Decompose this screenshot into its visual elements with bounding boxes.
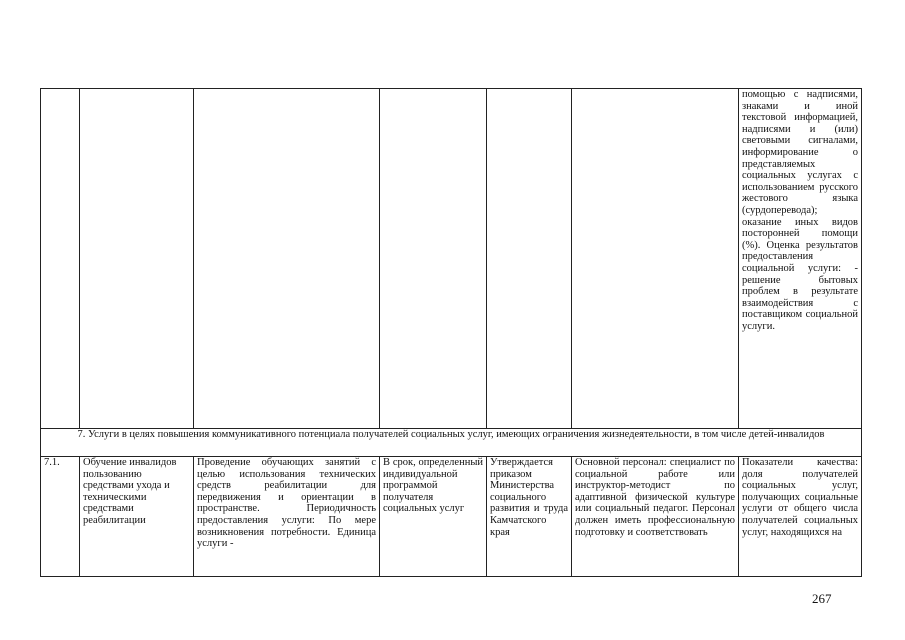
table-cell (194, 89, 380, 429)
table-cell (487, 89, 572, 429)
service-term: В срок, определенный индивидуальной программой получателя социальных услуг (380, 457, 487, 577)
section-header: 7. Услуги в целях повышения коммуникативного потенциала получателей социальных услуг, имеющих ограничения жизнедеятельности, в том числе детей-инвалидов (41, 429, 862, 457)
service-description: Проведение обучающих занятий с целью использования технических средств реабилитации для передвижения и ориентации в пространстве. Периодичность предоставления услуги: По мере возникновения потребности. Единица услуги - (194, 457, 380, 577)
table-cell (572, 89, 739, 429)
quality-indicators-cell: помощью с надписями, знаками и иной текстовой информацией, надписями и (или) световыми сигналами, информирование о представляемых социальных услугах с использованием русского жестового языка (сурдоперевода); оказание иных видов посторонней помощи (%). Оценка результатов предоставления социальной услуги: - решение бытовых проблем в результате взаимодействия с поставщиком социальной услуги. (739, 89, 862, 429)
service-staff: Основной персонал: специалист по социальной работе или инструктор-методист по адаптивной физической культуре или социальный педагог. Персонал должен иметь профессиональную подготовку и соответствовать (572, 457, 739, 577)
table-cell (41, 89, 80, 429)
service-name: Обучение инвалидов пользованию средствами ухода и техническими средствами реабилитации (80, 457, 194, 577)
page-number: 267 (812, 591, 832, 606)
table-cell (380, 89, 487, 429)
row-number: 7.1. (41, 457, 80, 577)
services-table (40, 88, 862, 577)
table-row-7-1 (41, 457, 862, 577)
table-cell (80, 89, 194, 429)
table-row-continuation (41, 89, 862, 429)
section-header-row (41, 429, 862, 457)
service-approval: Утверждается приказом Министерства социального развития и труда Камчатского края (487, 457, 572, 577)
service-quality: Показатели качества: доля получателей социальных услуг, получающих социальные услуги от общего числа получателей социальных услуг, находящихся на (739, 457, 862, 577)
